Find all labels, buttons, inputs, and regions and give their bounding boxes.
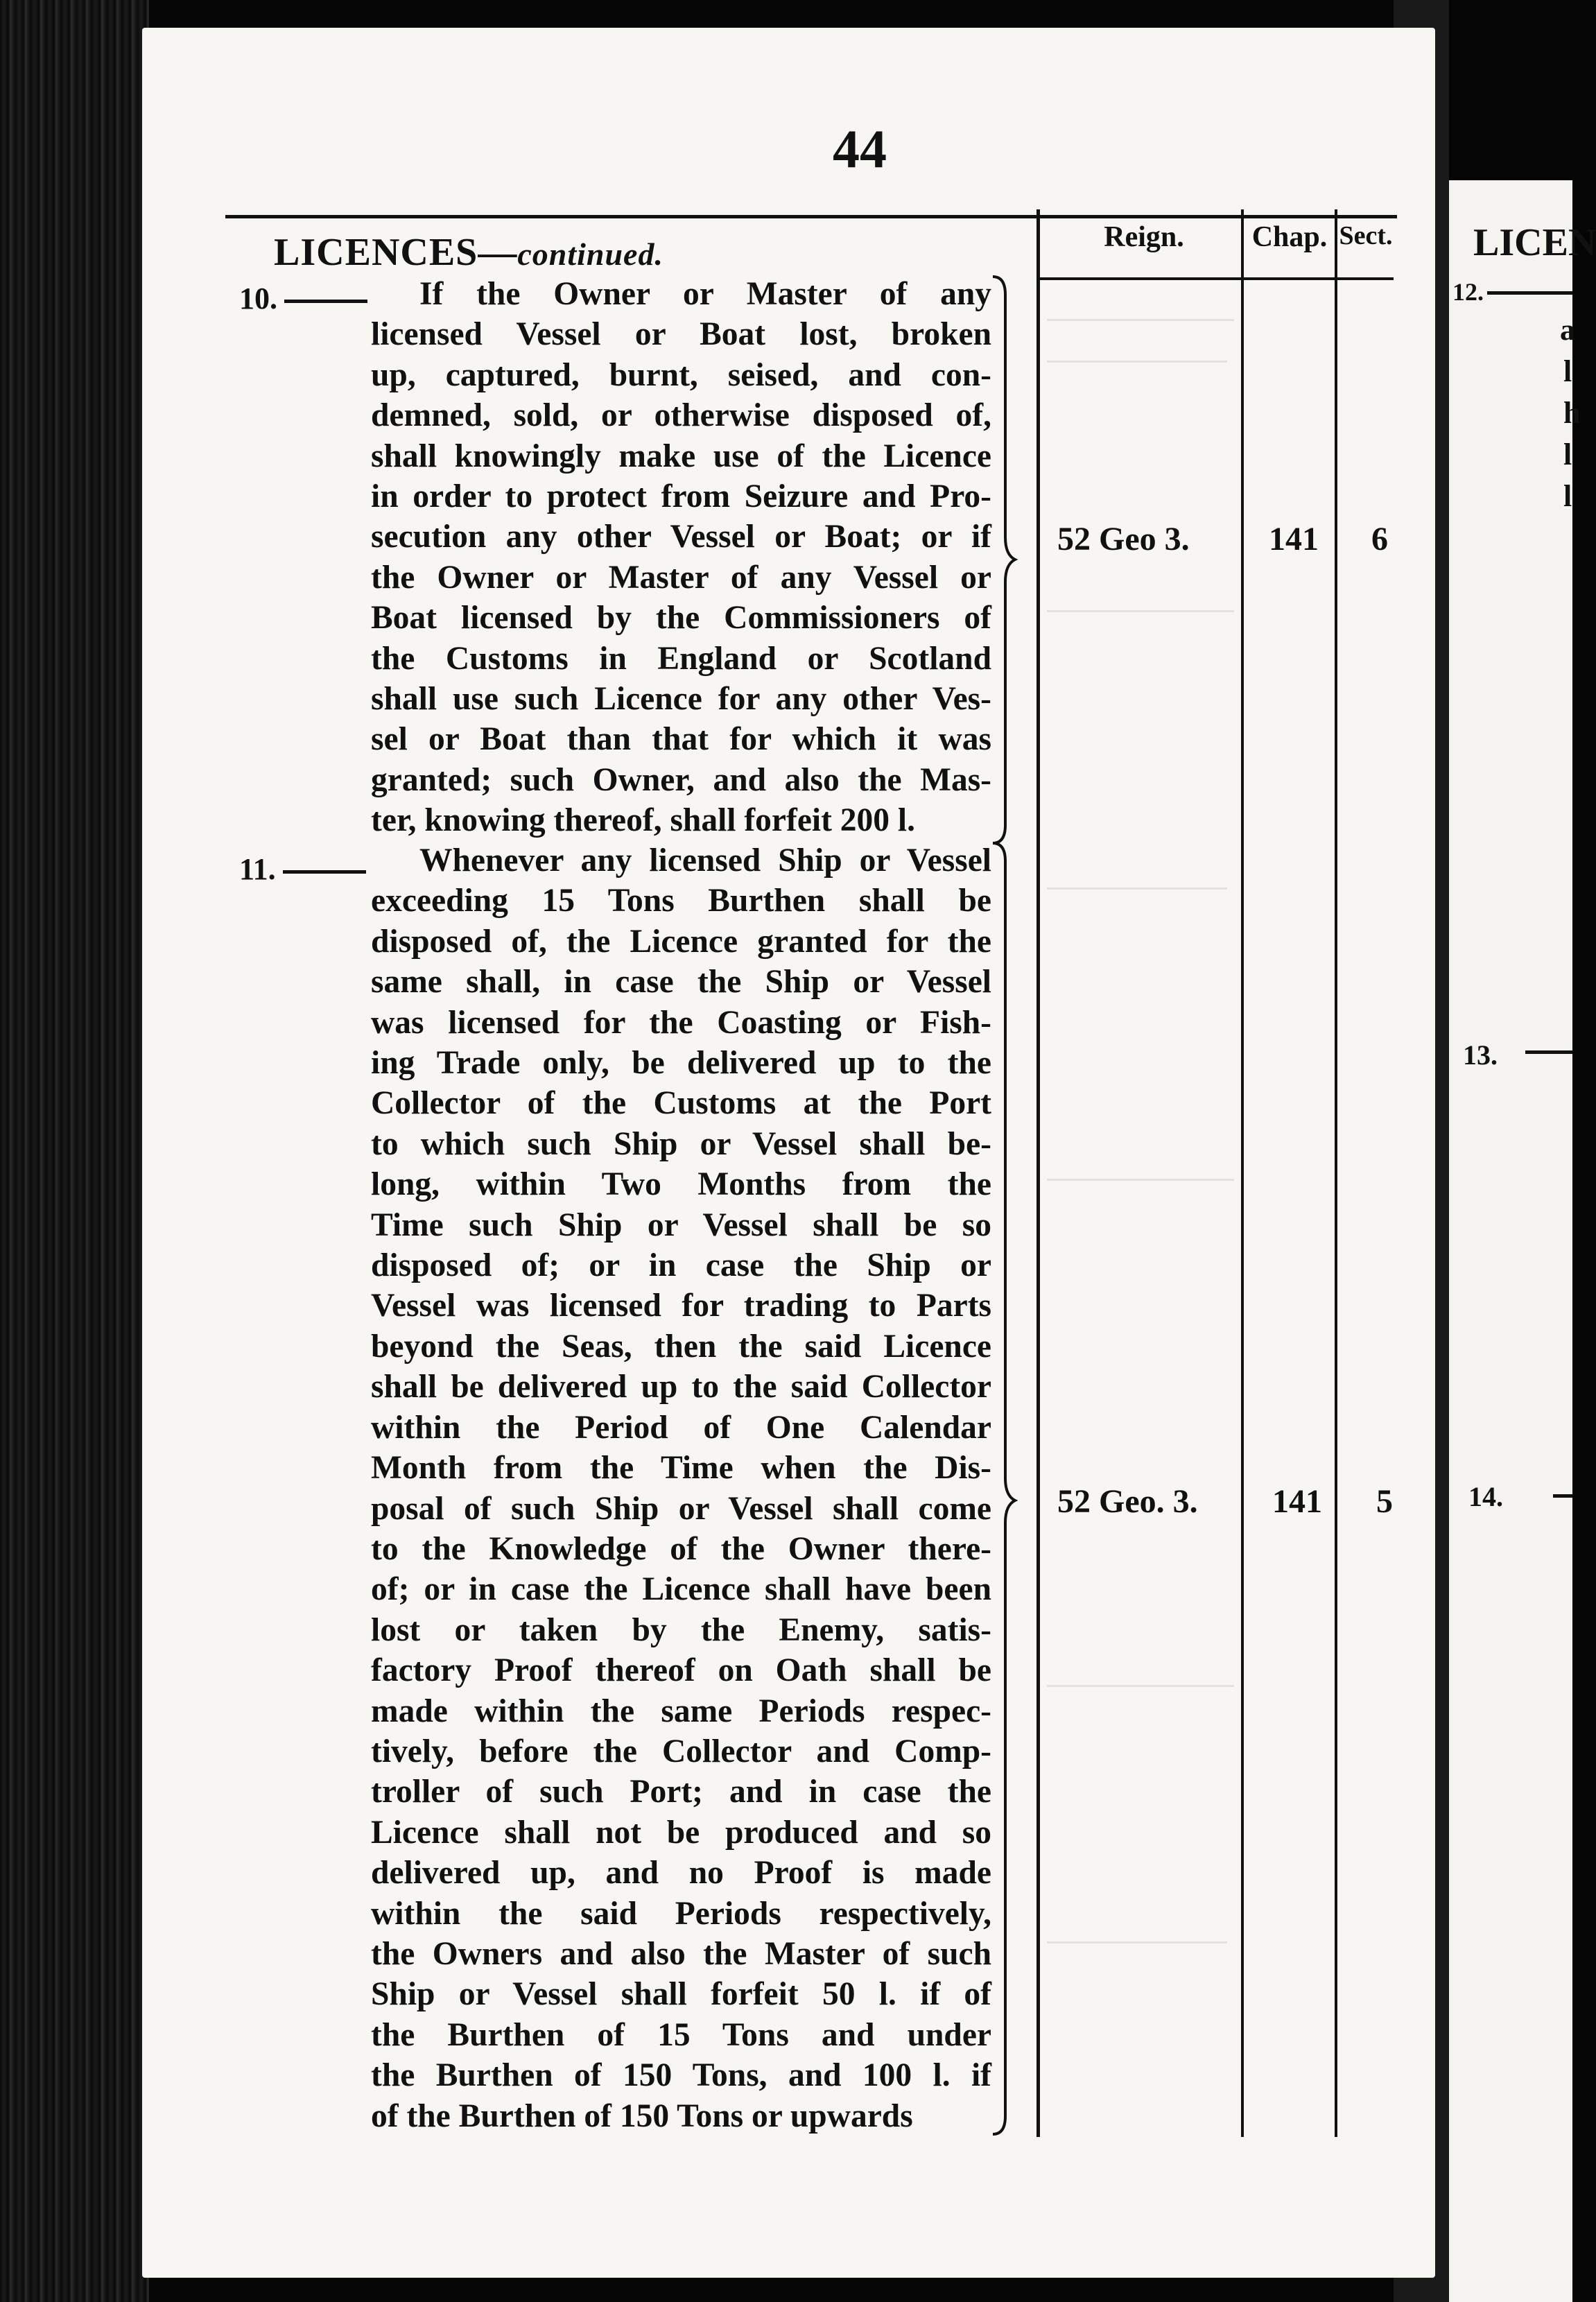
entry-line: in order to protect from Seizure and Pro- [371, 478, 991, 515]
facing-page-fragment: l [1563, 354, 1572, 388]
chap-cell: 141 [1272, 1483, 1322, 1520]
column-rule-chap-sect [1335, 209, 1337, 2137]
entry-dash [284, 300, 367, 303]
entry-line: shall knowingly make use of the Licence [371, 438, 991, 474]
facing-page-fragment: l [1563, 438, 1572, 471]
entry-line: beyond the Seas, then the said Licence [371, 1328, 991, 1365]
facing-page-fragment: a [1560, 313, 1575, 347]
entry-line: delivered up, and no Proof is made [371, 1855, 991, 1892]
entry-line: tively, before the Collector and Comp- [371, 1733, 991, 1769]
entry-line: the Customs in England or Scotland [371, 640, 991, 677]
facing-page-number: 14. [1468, 1481, 1503, 1512]
sect-cell: 6 [1371, 521, 1388, 557]
entry-line: demned, sold, or otherwise disposed of, [371, 397, 991, 434]
entry-line: Boat licensed by the Commissioners of [371, 600, 991, 637]
book-spine-left [0, 0, 149, 2302]
chap-cell: 141 [1269, 521, 1319, 557]
column-header-rule [1036, 277, 1394, 280]
entry-line: long, within Two Months from the [371, 1166, 991, 1203]
entry-line: licensed Vessel or Boat lost, broken [371, 316, 991, 353]
entry-dash [283, 870, 366, 874]
bleed-through-mark [1047, 1179, 1234, 1181]
column-header-sect: Sect. [1339, 221, 1393, 250]
entry-brace [990, 840, 1018, 2137]
bleed-through-mark [1047, 1941, 1227, 1944]
entry-line: lost or taken by the Enemy, satis- [371, 1611, 991, 1648]
entry-line: Whenever any licensed Ship or Vessel [419, 842, 991, 879]
sect-cell: 5 [1376, 1483, 1393, 1520]
bleed-through-mark [1047, 319, 1234, 321]
bleed-through-mark [1047, 610, 1234, 612]
column-rule-reign-chap [1241, 209, 1244, 2137]
column-header-reign: Reign. [1104, 221, 1184, 253]
bleed-through-mark [1047, 1685, 1234, 1687]
entry-line: same shall, in case the Ship or Vessel [371, 964, 991, 1001]
facing-page-number: 12. [1452, 278, 1484, 306]
entry-line: exceeding 15 Tons Burthen shall be [371, 883, 991, 919]
entry-line: troller of such Port; and in case the [371, 1774, 991, 1810]
column-rule-left [1036, 209, 1040, 2137]
facing-page-dash [1525, 1050, 1572, 1054]
entry-line: Time such Ship or Vessel shall be so [371, 1206, 991, 1243]
entry-text [371, 840, 991, 2136]
entry-line: within the said Periods respectively, [371, 1895, 991, 1932]
entry-line: of; or in case the Licence shall have been [371, 1571, 991, 1608]
entry-brace [990, 274, 1018, 846]
heading-title: LICENCES— [274, 231, 518, 274]
entry-line: Collector of the Customs at the Port [371, 1085, 991, 1122]
entry-line: the Owner or Master of any Vessel or [371, 559, 991, 596]
entry-line: Licence shall not be produced and so [371, 1814, 991, 1851]
entry-line: factory Proof thereof on Oath shall be [371, 1652, 991, 1689]
entry-line: to which such Ship or Vessel shall be- [371, 1125, 991, 1162]
entry-line: made within the same Periods respec- [371, 1693, 991, 1729]
entry-line: sel or Boat than that for which it was [371, 721, 991, 758]
header-rule [225, 215, 1397, 218]
facing-page-fragment: l [1563, 479, 1572, 513]
entry-line: disposed of; or in case the Ship or [371, 1247, 991, 1284]
facing-page-dash [1487, 291, 1572, 295]
facing-page-dash [1553, 1494, 1572, 1498]
entry-line: the Burthen of 15 Tons and under [371, 2016, 991, 2053]
facing-page-heading: LICEN [1473, 221, 1596, 264]
entry-number: 10. [239, 281, 367, 316]
section-heading [274, 230, 663, 275]
heading-subtitle: continued. [517, 236, 663, 272]
entry-number: 11. [239, 851, 366, 887]
entry-line: the Owners and also the Master of such [371, 1935, 991, 1972]
facing-page [1449, 180, 1572, 2302]
column-header-chap: Chap. [1251, 221, 1328, 253]
entry-line: the Burthen of 150 Tons, and 100 l. if [371, 2057, 991, 2094]
entry-line: granted; such Owner, and also the Mas- [371, 761, 991, 798]
entry-text [371, 274, 991, 841]
entry-line: If the Owner or Master of any [419, 276, 991, 312]
bleed-through-mark [1047, 888, 1227, 890]
entry-line: Ship or Vessel shall forfeit 50 l. if of [371, 1976, 991, 2013]
reign-cell: 52 Geo 3. [1057, 521, 1190, 557]
entry-line: to the Knowledge of the Owner there- [371, 1530, 991, 1567]
entry-line: up, captured, burnt, seised, and con- [371, 356, 991, 393]
bleed-through-mark [1047, 361, 1227, 363]
entry-line: posal of such Ship or Vessel shall come [371, 1490, 991, 1527]
page-number: 44 [833, 119, 887, 179]
reign-cell: 52 Geo. 3. [1057, 1483, 1198, 1520]
entry-line: secution any other Vessel or Boat; or if [371, 519, 991, 555]
entry-line: shall use such Licence for any other Ves- [371, 681, 991, 718]
entry-line: Vessel was licensed for trading to Parts [371, 1288, 991, 1324]
entry-line: disposed of, the Licence granted for the [371, 923, 991, 960]
facing-page-fragment: h [1563, 396, 1581, 430]
entry-line: Month from the Time when the Dis- [371, 1450, 991, 1487]
entry-line: within the Period of One Calendar [371, 1409, 991, 1446]
entry-line: ter, knowing thereof, shall forfeit 200 l. [371, 802, 916, 839]
entry-line: shall be delivered up to the said Collector [371, 1369, 991, 1405]
entry-line: of the Burthen of 150 Tons or upwards [371, 2097, 913, 2134]
entry-line: was licensed for the Coasting or Fish- [371, 1004, 991, 1041]
facing-page-number: 13. [1463, 1039, 1498, 1071]
entry-line: ing Trade only, be delivered up to the [371, 1045, 991, 1082]
